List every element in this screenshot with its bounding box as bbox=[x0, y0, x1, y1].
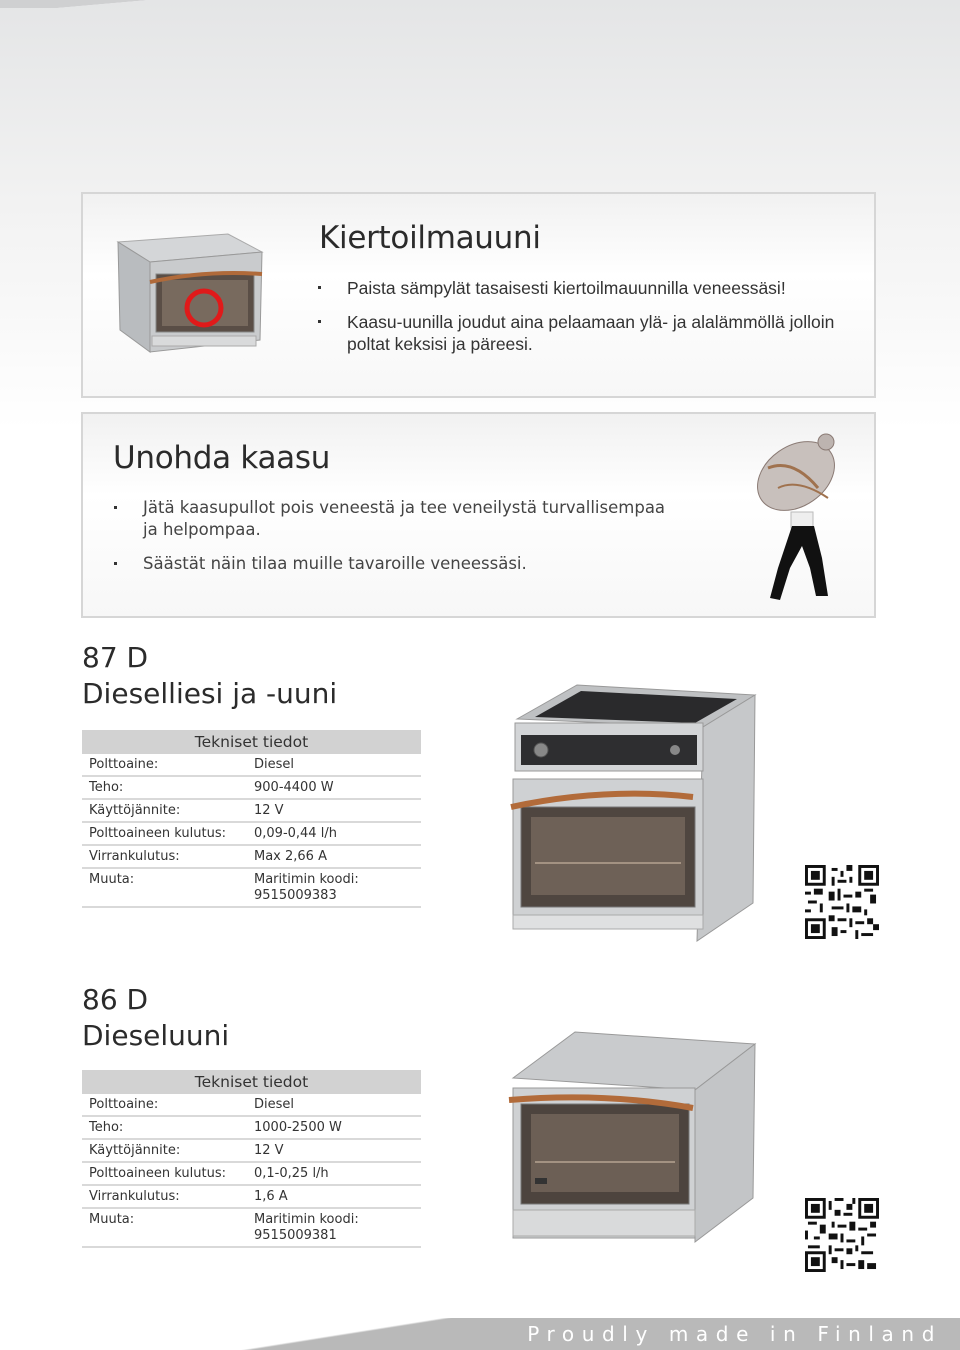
bullet-icon bbox=[114, 506, 117, 509]
product-name: Dieselliesi ja -uuni bbox=[82, 677, 338, 710]
spec-value: 12 V bbox=[254, 803, 284, 818]
spec-table bbox=[82, 730, 421, 908]
spec-value: 900-4400 W bbox=[254, 780, 334, 795]
spec-row bbox=[82, 777, 421, 800]
spec-value: Maritimin koodi: 9515009381 bbox=[254, 1212, 359, 1243]
promo-bullet: Paista sämpylät tasaisesti kiertoilmauunnilla veneessäsi! bbox=[317, 277, 857, 299]
spec-label: Polttoaineen kulutus: bbox=[89, 826, 226, 841]
diesel-stove-oven-image bbox=[505, 683, 760, 945]
spec-label: Teho: bbox=[89, 780, 124, 795]
spec-label: Muuta: bbox=[89, 872, 135, 887]
spec-value: 12 V bbox=[254, 1143, 284, 1158]
qr-code bbox=[805, 1198, 879, 1272]
product-title bbox=[82, 982, 229, 1054]
promo-bullet: Jätä kaasupullot pois veneestä ja tee veneilystä turvallisempaa ja helpompaa. bbox=[113, 497, 683, 541]
spec-row bbox=[82, 1186, 421, 1209]
spec-row bbox=[82, 800, 421, 823]
convection-oven-image bbox=[110, 230, 270, 360]
product-number: 87 D bbox=[82, 641, 149, 674]
spec-row bbox=[82, 1209, 421, 1248]
spec-table-header: Tekniset tiedot bbox=[82, 730, 421, 754]
spec-row bbox=[82, 1094, 421, 1117]
promo-title: Unohda kaasu bbox=[113, 440, 331, 476]
promo-bullet: Kaasu-uunilla joudut aina pelaamaan ylä- ja alalämmöllä jolloin poltat keksisi ja päreesi. bbox=[317, 311, 857, 355]
spec-label: Polttoaine: bbox=[89, 757, 159, 772]
spec-label: Käyttöjännite: bbox=[89, 803, 181, 818]
promo-title: Kiertoilmauuni bbox=[319, 220, 541, 256]
spec-label: Teho: bbox=[89, 1120, 124, 1135]
bullet-icon bbox=[318, 320, 321, 323]
spec-value: Diesel bbox=[254, 1097, 295, 1112]
footer-slogan: Proudly made in Finland bbox=[527, 1322, 942, 1346]
footer-band bbox=[0, 1318, 960, 1350]
spec-value: 1000-2500 W bbox=[254, 1120, 342, 1135]
spec-value: 0,09-0,44 l/h bbox=[254, 826, 337, 841]
spec-table bbox=[82, 1070, 421, 1248]
spec-value: Diesel bbox=[254, 757, 295, 772]
spec-row bbox=[82, 754, 421, 777]
spec-row bbox=[82, 846, 421, 869]
product-number: 86 D bbox=[82, 983, 149, 1016]
product-name: Dieseluuni bbox=[82, 1019, 230, 1052]
top-corner-decoration bbox=[0, 0, 200, 8]
promo-bullet-list bbox=[317, 277, 857, 367]
spec-row bbox=[82, 869, 421, 908]
spec-value: 1,6 A bbox=[254, 1189, 288, 1204]
spec-row bbox=[82, 1117, 421, 1140]
promo-bullet-list bbox=[113, 497, 683, 587]
product-title bbox=[82, 640, 337, 712]
bullet-icon bbox=[318, 286, 321, 289]
spec-value: Maritimin koodi: 9515009383 bbox=[254, 872, 359, 903]
spec-label: Virrankulutus: bbox=[89, 1189, 180, 1204]
spec-label: Muuta: bbox=[89, 1212, 135, 1227]
man-carrying-gas-bottle-image bbox=[738, 428, 848, 608]
qr-code bbox=[805, 865, 879, 939]
spec-label: Käyttöjännite: bbox=[89, 1143, 181, 1158]
spec-row bbox=[82, 1163, 421, 1186]
promo-bullet: Säästät näin tilaa muille tavaroille veneessäsi. bbox=[113, 553, 683, 575]
spec-value: Max 2,66 A bbox=[254, 849, 327, 864]
bullet-icon bbox=[114, 562, 117, 565]
spec-label: Virrankulutus: bbox=[89, 849, 180, 864]
spec-row bbox=[82, 1140, 421, 1163]
diesel-oven-image bbox=[505, 1028, 760, 1248]
spec-row bbox=[82, 823, 421, 846]
spec-table-header: Tekniset tiedot bbox=[82, 1070, 421, 1094]
spec-label: Polttoaineen kulutus: bbox=[89, 1166, 226, 1181]
spec-value: 0,1-0,25 l/h bbox=[254, 1166, 329, 1181]
spec-label: Polttoaine: bbox=[89, 1097, 159, 1112]
